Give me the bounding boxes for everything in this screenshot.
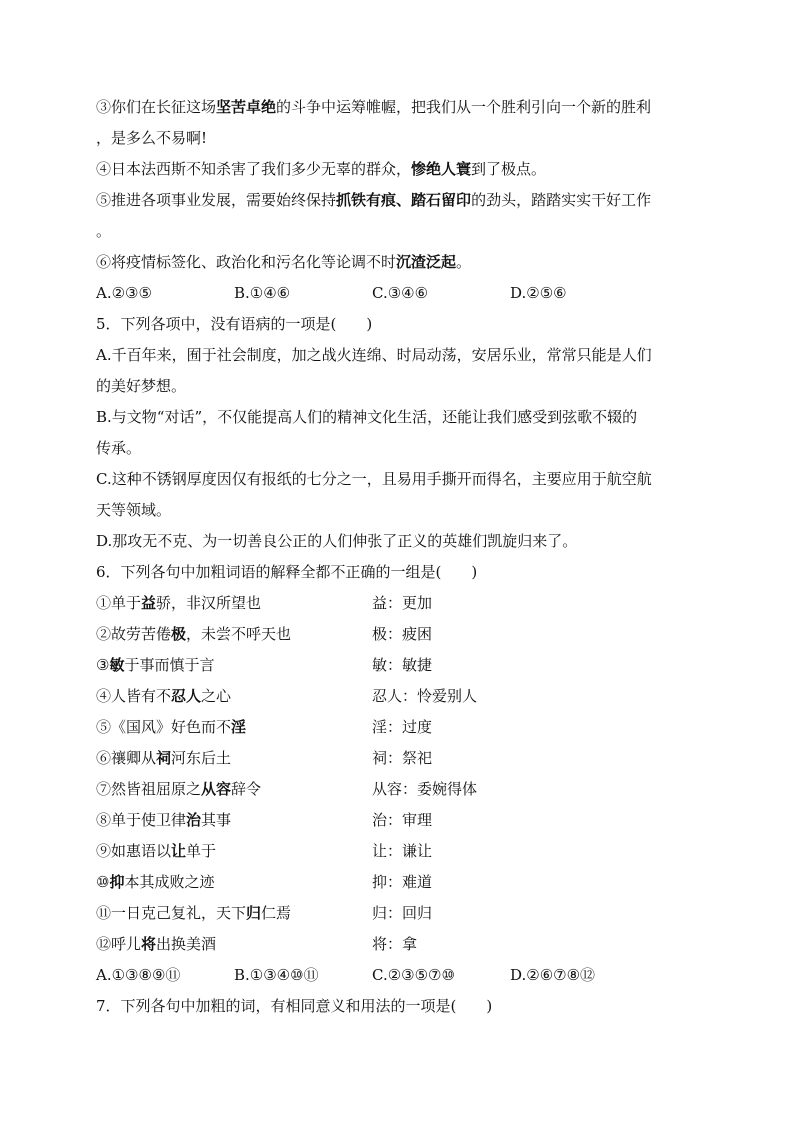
option-b: B.①④⑥ (234, 284, 291, 302)
text: 其事 (201, 811, 232, 829)
text: ⑪一日克己复礼，天下 (96, 904, 247, 922)
q6-item-row (96, 774, 700, 805)
bold-term: 将 (141, 935, 157, 953)
text: ④日本法西斯不知杀害了我们多少无辜的群众， (96, 160, 412, 178)
text: ⑦然皆祖屈原之 (96, 780, 202, 798)
text: 单于 (186, 842, 217, 860)
sentence-3-line-2 (96, 123, 700, 154)
bold-term: 踏石留印 (411, 191, 472, 209)
bold-term: 祠 (156, 749, 172, 767)
text: ③你们在长征这场 (96, 98, 217, 116)
text: 仁焉 (261, 904, 292, 922)
q6-item-row (96, 743, 700, 774)
q6-item-sentence (96, 898, 372, 929)
text: ①单于 (96, 594, 142, 612)
option-c: C.③④⑥ (372, 284, 429, 302)
sentence-3-line-1 (96, 92, 700, 123)
question-5-stem: 5．下列各项中，没有语病的一项是( ) (96, 315, 373, 333)
q5-option-c-line-2: 天等领域。 (96, 501, 172, 519)
text: ，是多么不易啊! (96, 129, 208, 147)
option-d: D.②⑥⑦⑧⑫ (510, 966, 596, 984)
text: ③ (96, 656, 110, 674)
text: ⑥将疫情标签化、政治化和污名化等论调不时 (96, 253, 397, 271)
question-6-stem: 6．下列各句中加粗词语的解释全都不正确的一组是( ) (96, 563, 478, 581)
q6-item-sentence (96, 743, 372, 774)
bold-term: 忍人 (171, 687, 202, 705)
text: ⑤推进各项事业发展，需要始终保持 (96, 191, 337, 209)
text: ，未尝不呼天也 (186, 625, 292, 643)
q6-item-row (96, 588, 700, 619)
text: ②故劳苦倦 (96, 625, 172, 643)
q6-item-explanation: 归：回归 (372, 904, 433, 922)
sentence-5-line-2 (96, 216, 700, 247)
text: ④人皆有不 (96, 687, 172, 705)
q5-option-d: D.那攻无不克、为一切善良公正的人们伸张了正义的英雄们凯旋归来了。 (96, 532, 578, 550)
q6-item-row (96, 867, 700, 898)
q6-item-sentence (96, 619, 372, 650)
question-7-stem: 7．下列各句中加粗的词，有相同意义和用法的一项是( ) (96, 997, 493, 1015)
q5-option-a-line-2: 的美好梦想。 (96, 377, 187, 395)
q5-option-b-line-2: 传承。 (96, 439, 142, 457)
q6-item-explanation: 将：拿 (372, 935, 418, 953)
q5-option-a-line-1: A.千百年来，囿于社会制度，加之战火连绵、时局动荡，安居乐业，常常只能是人们 (96, 346, 652, 364)
option-a: A.①③⑧⑨⑪ (96, 966, 181, 984)
bold-term: 敏 (109, 656, 125, 674)
q6-item-sentence (96, 681, 372, 712)
q6-item-explanation: 抑：难道 (372, 873, 433, 891)
bold-term: 让 (171, 842, 187, 860)
option-c: C.②③⑤⑦⑩ (372, 966, 455, 984)
text: 出换美酒 (156, 935, 217, 953)
sentence-4 (96, 154, 700, 185)
text: 骄，非汉所望也 (156, 594, 262, 612)
text: 。 (456, 253, 472, 271)
q6-item-row (96, 619, 700, 650)
text: 于事而慎于言 (124, 656, 215, 674)
option-b: B.①③④⑩⑪ (234, 966, 319, 984)
q6-item-explanation: 治：审理 (372, 811, 433, 829)
q5-option-c-line-1: C.这种不锈钢厚度因仅有报纸的七分之一，且易用手撕开而得名，主要应用于航空航 (96, 470, 652, 488)
document-body (96, 92, 700, 1022)
bold-term: 惨绝人寰 (411, 160, 472, 178)
q6-item-explanation: 从容：委婉得体 (372, 780, 478, 798)
bold-term: 淫 (231, 718, 247, 736)
text: 的劲头，踏踏实实干好工作 (471, 191, 652, 209)
text: 到了极点。 (471, 160, 547, 178)
question-6-options (96, 960, 700, 991)
text: 之心 (201, 687, 232, 705)
option-a: A.②③⑤ (96, 284, 152, 302)
q6-item-row (96, 898, 700, 929)
text: 河东后土 (171, 749, 232, 767)
text: 本其成败之迹 (124, 873, 215, 891)
bold-term: 沉渣泛起 (396, 253, 457, 271)
q6-item-sentence (96, 774, 372, 805)
q6-item-sentence (96, 650, 372, 681)
bold-term: 极 (171, 625, 187, 643)
text: ⑤《国风》好色而不 (96, 718, 232, 736)
q6-item-explanation: 敏：敏捷 (372, 656, 433, 674)
q6-item-explanation: 淫：过度 (372, 718, 433, 736)
text: ⑩ (96, 873, 110, 891)
text: ⑨如惠语以 (96, 842, 172, 860)
text: ⑧单于使卫律 (96, 811, 187, 829)
q6-item-explanation: 忍人：怜爱别人 (372, 687, 478, 705)
q6-item-explanation: 极：疲困 (372, 625, 433, 643)
q6-item-row (96, 805, 700, 836)
q6-item-row (96, 650, 700, 681)
q6-item-sentence (96, 836, 372, 867)
bold-term: 抑 (109, 873, 125, 891)
bold-term: 、 (396, 191, 412, 209)
bold-term: 从容 (201, 780, 232, 798)
bold-term: 归 (246, 904, 262, 922)
q5-option-b-line-1: B.与文物“对话”，不仅能提高人们的精神文化生活，还能让我们感受到弦歌不辍的 (96, 408, 638, 426)
q6-item-sentence (96, 588, 372, 619)
text: ⑥禳卿从 (96, 749, 157, 767)
question-4-options (96, 278, 700, 309)
q6-item-explanation: 让：谦让 (372, 842, 433, 860)
q6-item-row (96, 681, 700, 712)
text: 。 (96, 222, 112, 240)
q6-item-sentence (96, 712, 372, 743)
q6-item-row (96, 836, 700, 867)
sentence-5-line-1 (96, 185, 700, 216)
bold-term: 抓铁有痕 (336, 191, 397, 209)
q6-item-sentence (96, 867, 372, 898)
bold-term: 治 (186, 811, 202, 829)
q6-item-row (96, 929, 700, 960)
bold-term: 益 (141, 594, 157, 612)
q6-item-sentence (96, 929, 372, 960)
option-d: D.②⑤⑥ (510, 284, 567, 302)
q6-item-sentence (96, 805, 372, 836)
text: 辞令 (231, 780, 262, 798)
q6-item-explanation: 益：更加 (372, 594, 433, 612)
text: ⑫呼儿 (96, 935, 142, 953)
bold-term: 坚苦卓绝 (216, 98, 277, 116)
text: 的斗争中运筹帷幄，把我们从一个胜利引向一个新的胜利 (276, 98, 652, 116)
q6-item-row (96, 712, 700, 743)
question-6-items (96, 588, 700, 960)
sentence-6 (96, 247, 700, 278)
q6-item-explanation: 祠：祭祀 (372, 749, 433, 767)
